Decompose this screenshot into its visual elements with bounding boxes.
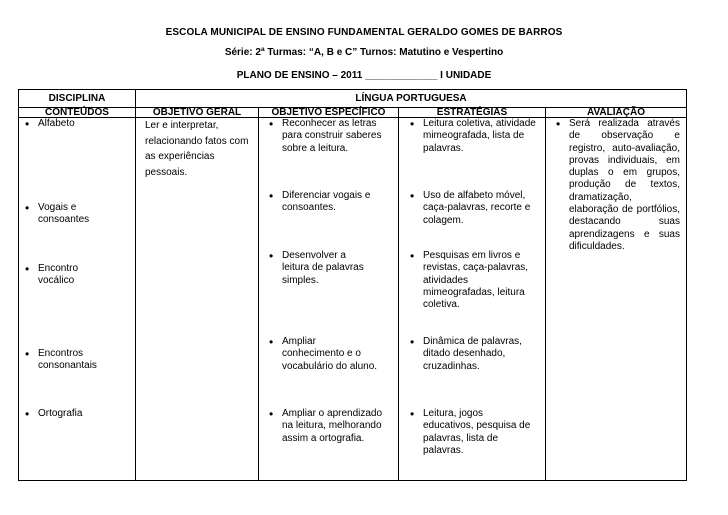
list-item: • Encontro vocálico: [22, 263, 92, 288]
list-item: • Alfabeto: [22, 118, 114, 130]
list-item: • Vogais e consoantes: [22, 202, 92, 227]
serie-line: Série: 2ª Turmas: “A, B e C” Turnos: Matutino e Vespertino: [224, 47, 504, 58]
conteudos-cell: [19, 118, 136, 481]
school-title: ESCOLA MUNICIPAL DE ENSINO FUNDAMENTAL GERALDO GOMES DE BARROS: [165, 27, 563, 38]
disciplina-label: DISCIPLINA: [19, 90, 136, 108]
objetivo-especifico-cell: [259, 118, 399, 481]
list-item: • Leitura coletiva, atividade mimeografada, lista de palavras.: [407, 118, 539, 155]
list-item: • Reconhecer as letras para construir saberes sobre a leitura.: [266, 118, 391, 155]
objetivo-geral-text: Ler e interpretar, relacionando fatos com as experiências pessoais.: [145, 120, 249, 178]
col-header-estrategias: ESTRATÉGIAS: [399, 108, 546, 118]
list-item: • Ampliar o aprendizado na leitura, melhorando assim a ortografia.: [266, 408, 392, 445]
disciplina-value: LÍNGUA PORTUGUESA: [136, 90, 687, 108]
list-item: • Ortografia: [22, 408, 114, 420]
list-item: • Encontros consonantais: [22, 348, 104, 373]
objetivo-geral-cell: [136, 118, 259, 481]
list-item: • Dinâmica de palavras, ditado desenhado, cruzadinhas.: [407, 336, 541, 373]
list-item: • Será realizada através de observação e registro, auto-avaliação, provas individuais, em duplas o em grupos, produção de textos, dramatização, elaboração de portfólios, destacando suas aprendizagens e suas dificuldades.: [553, 118, 680, 253]
list-item: • Uso de alfabeto móvel, caça-palavras, recorte e colagem.: [407, 190, 531, 227]
list-item: • Desenvolver a leitura de palavras simples.: [266, 250, 366, 287]
col-header-objetivo-especifico: OBJETIVO ESPECÍFICO: [259, 108, 399, 118]
plan-line: PLANO DE ENSINO – 2011 _____________ I UNIDADE: [236, 70, 492, 81]
list-item: • Ampliar conhecimento e o vocabulário do aluno.: [266, 336, 378, 373]
list-item: • Pesquisas em livros e revistas, caça-palavras, atividades mimeografadas, leitura coletiva.: [407, 250, 541, 311]
avaliacao-cell: [546, 118, 687, 481]
list-item: • Leitura, jogos educativos, pesquisa de palavras, lista de palavras.: [407, 408, 533, 457]
col-header-avaliacao: AVALIAÇÃO: [546, 108, 687, 118]
teaching-plan-table: [18, 89, 687, 481]
estrategias-cell: [399, 118, 546, 481]
col-header-conteudos: CONTEÚDOS: [19, 108, 136, 118]
col-header-objetivo-geral: OBJETIVO GERAL: [136, 108, 259, 118]
list-item: • Diferenciar vogais e consoantes.: [266, 190, 388, 215]
